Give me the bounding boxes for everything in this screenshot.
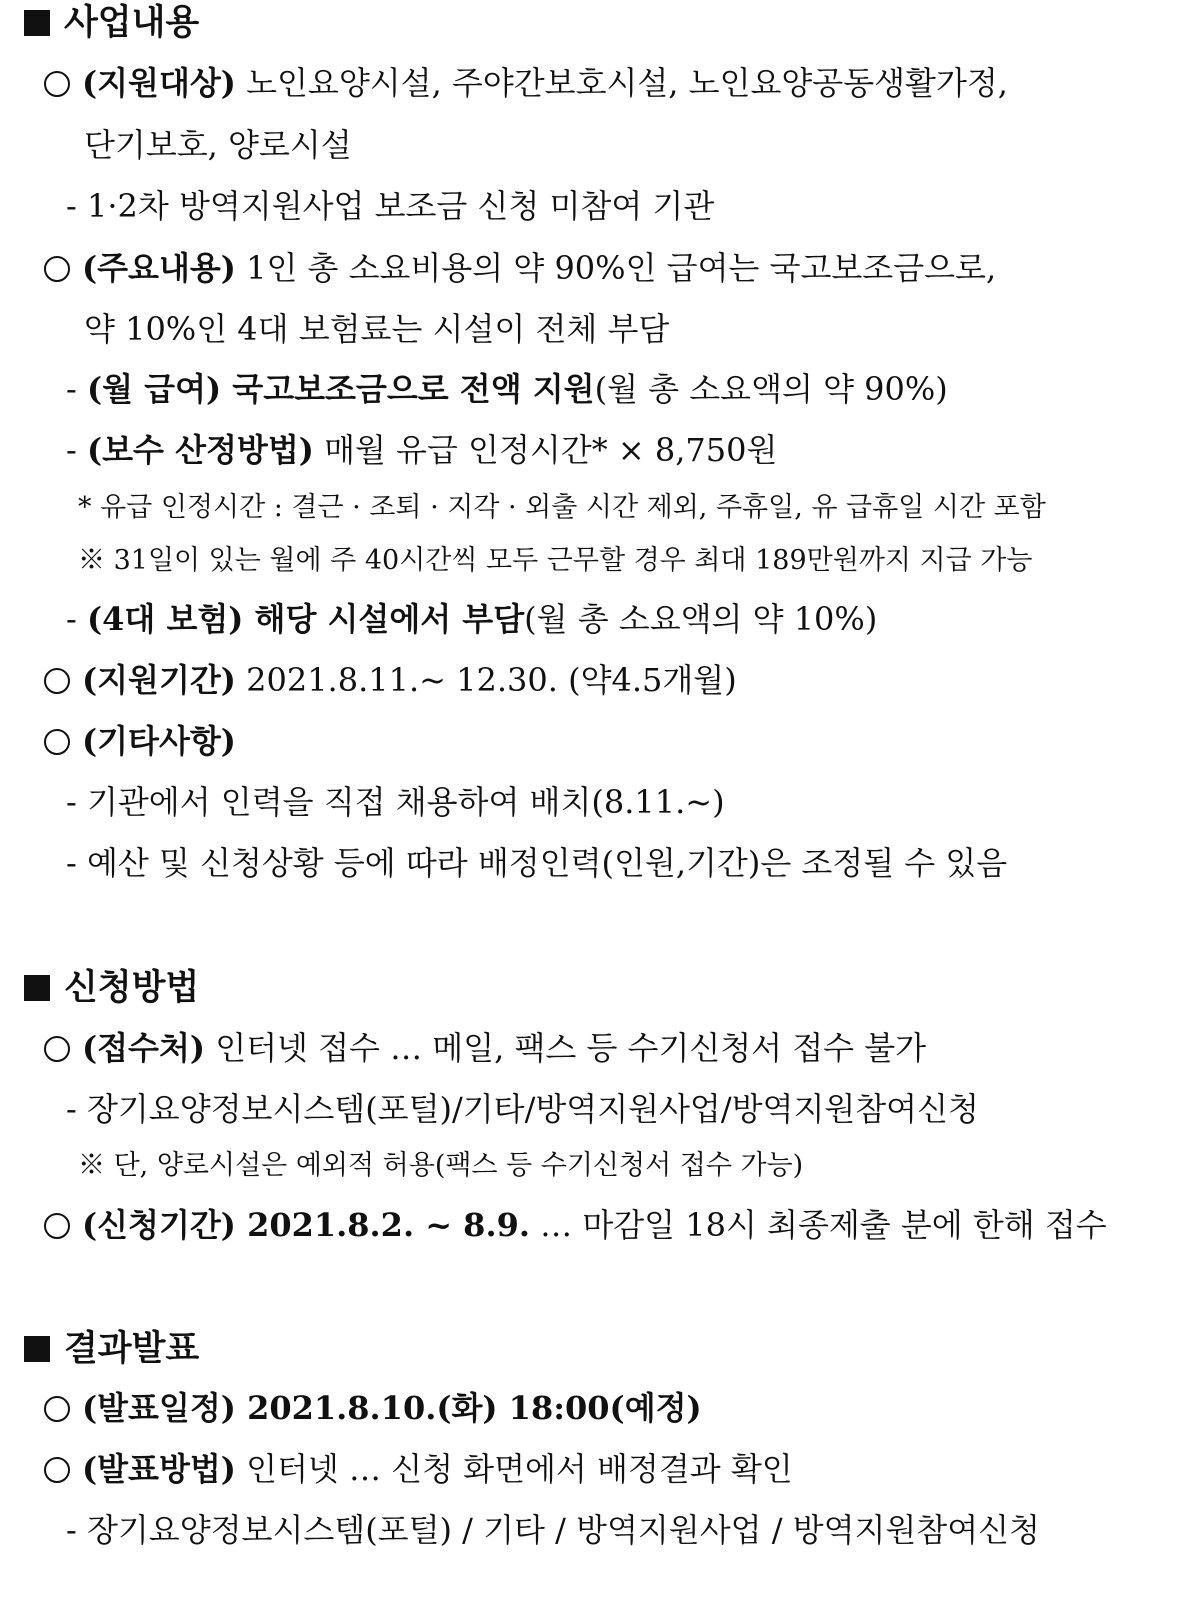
circle-bullet-icon bbox=[44, 1396, 70, 1422]
sub-item-receipt-path: - 장기요양정보시스템(포털)/기타/방역지원사업/방역지원참여신청 bbox=[66, 1090, 979, 1128]
note-max-pay: ※ 31일이 있는 월에 주 40시간씩 모두 근무할 경우 최대 189만원까지 지급 가능 bbox=[78, 545, 1033, 576]
sub-item-pay-method: - (보수 산정방법) 매월 유급 인정시간* × 8,750원 bbox=[66, 431, 778, 469]
item-announce-date: (발표일정) 2021.8.10.(화) 18:00(예정) bbox=[44, 1389, 702, 1427]
circle-bullet-icon bbox=[44, 1036, 70, 1062]
note-exception: ※ 단, 양로시설은 예외적 허용(팩스 등 수기신청서 접수 가능) bbox=[78, 1150, 804, 1181]
circle-bullet-icon bbox=[44, 729, 70, 755]
item-support-target: (지원대상) 노인요양시설, 주야간보호시설, 노인요양공동생활가정, bbox=[44, 64, 1008, 102]
item-support-target-cont: 단기보호, 양로시설 bbox=[84, 126, 352, 164]
item-announce-method: (발표방법) 인터넷 … 신청 화면에서 배정결과 확인 bbox=[44, 1450, 793, 1488]
item-support-period: (지원기간) 2021.8.11.~ 12.30. (약4.5개월) bbox=[44, 661, 737, 699]
item-apply-period: (신청기간) 2021.8.2. ~ 8.9. … 마감일 18시 최종제출 분에 한해 접수 bbox=[44, 1206, 1107, 1244]
item-label: (지원대상) bbox=[82, 64, 236, 102]
square-bullet-icon bbox=[24, 1336, 50, 1362]
item-main-content: (주요내용) 1인 총 소요비용의 약 90%인 급여는 국고보조금으로, bbox=[44, 249, 996, 287]
section-heading-apply: 신청방법 bbox=[24, 967, 199, 1009]
sub-item-announce-path: - 장기요양정보시스템(포털) / 기타 / 방역지원사업 / 방역지원참여신청 bbox=[66, 1511, 1040, 1549]
note-paid-hours: * 유급 인정시간 : 결근 · 조퇴 · 지각 · 외출 시간 제외, 주휴일, 유 급휴일 시간 포함 bbox=[78, 492, 1046, 523]
sub-item-insurance: - (4대 보험) 해당 시설에서 부담(월 총 소요액의 약 10%) bbox=[66, 600, 878, 638]
circle-bullet-icon bbox=[44, 1457, 70, 1483]
sub-item-target-condition: - 1·2차 방역지원사업 보조금 신청 미참여 기관 bbox=[66, 187, 715, 225]
sub-item-salary: - (월 급여) 국고보조금으로 전액 지원(월 총 소요액의 약 90%) bbox=[66, 370, 948, 408]
section-heading-result: 결과발표 bbox=[24, 1328, 199, 1370]
circle-bullet-icon bbox=[44, 256, 70, 282]
circle-bullet-icon bbox=[44, 668, 70, 694]
circle-bullet-icon bbox=[44, 1213, 70, 1239]
sub-item-etc-hiring: - 기관에서 인력을 직접 채용하여 배치(8.11.~) bbox=[66, 783, 725, 821]
section-heading-business: 사업내용 bbox=[24, 2, 199, 44]
square-bullet-icon bbox=[24, 975, 50, 1001]
circle-bullet-icon bbox=[44, 71, 70, 97]
item-etc: (기타사항) bbox=[44, 722, 236, 760]
item-main-content-cont: 약 10%인 4대 보험료는 시설이 전체 부담 bbox=[84, 310, 670, 348]
square-bullet-icon bbox=[24, 10, 50, 36]
item-receipt: (접수처) 인터넷 접수 … 메일, 팩스 등 수기신청서 접수 불가 bbox=[44, 1029, 926, 1067]
sub-item-etc-adjust: - 예산 및 신청상황 등에 따라 배정인력(인원,기간)은 조정될 수 있음 bbox=[66, 844, 1008, 882]
